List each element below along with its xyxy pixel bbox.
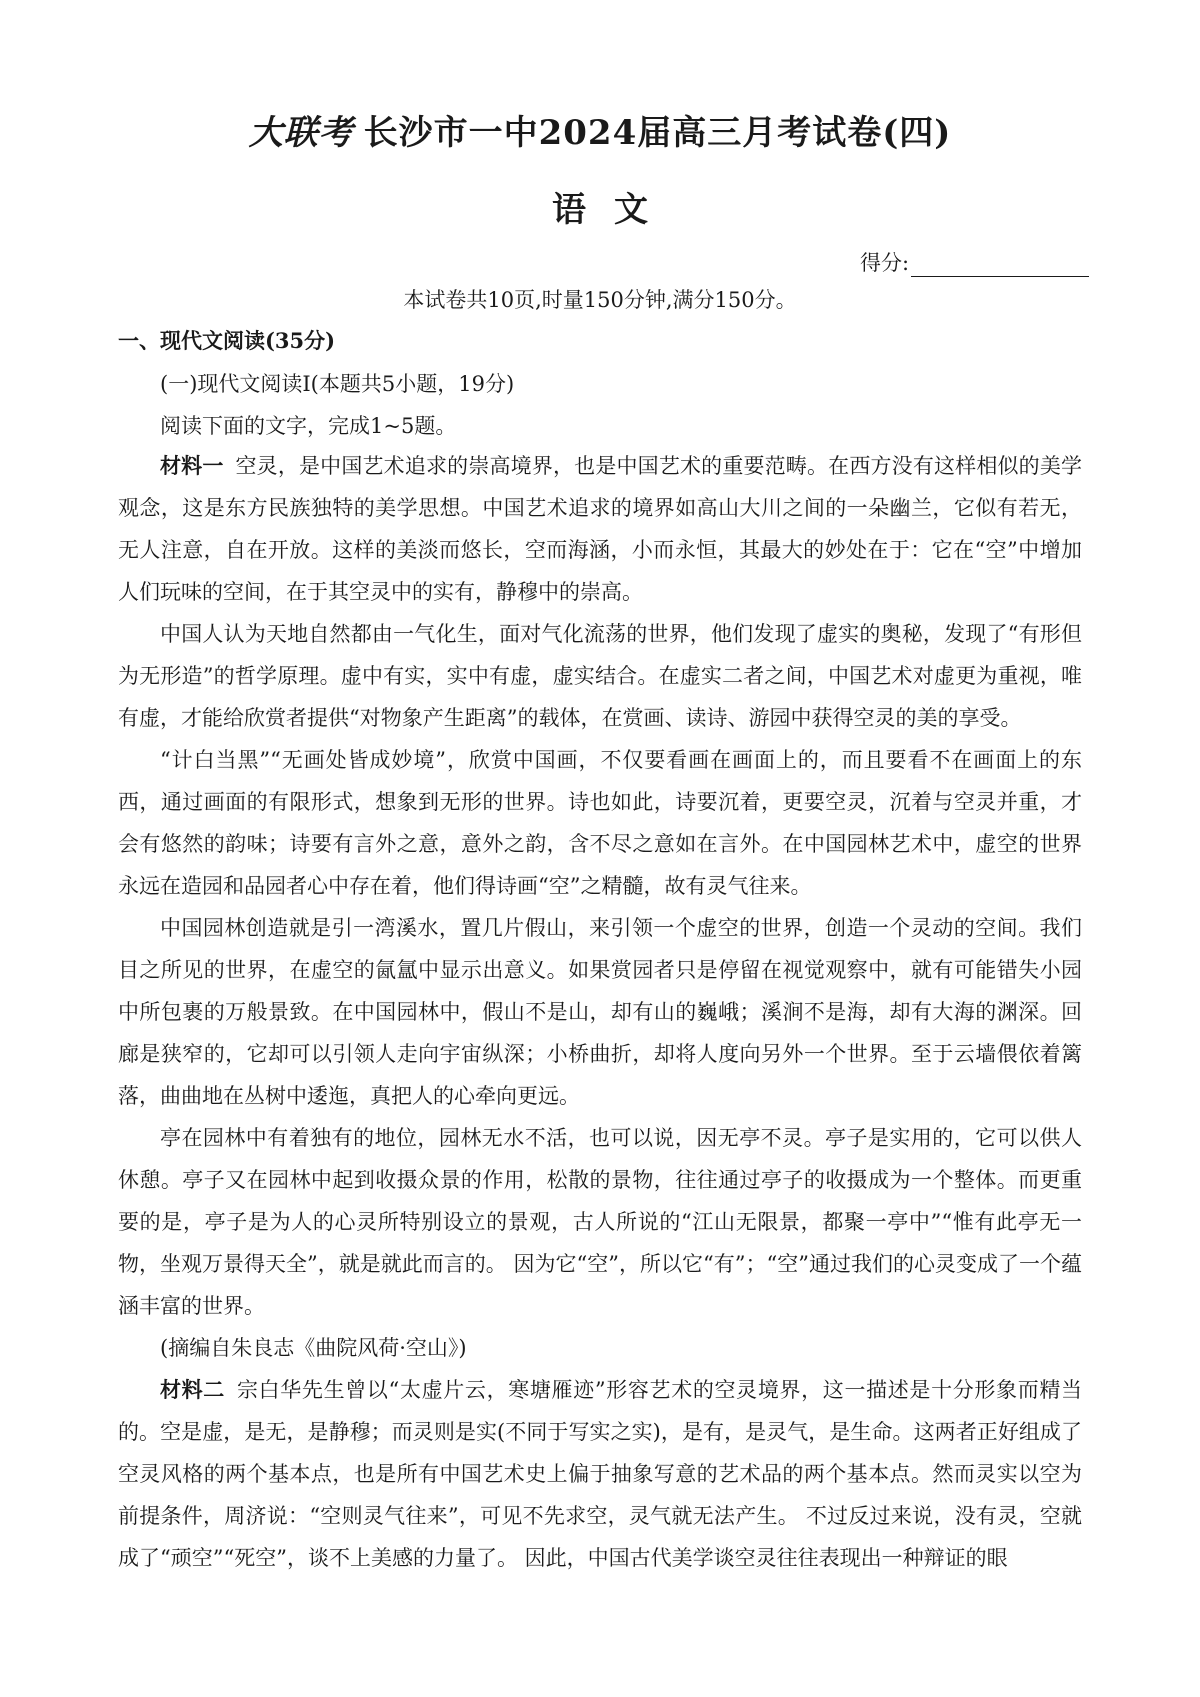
material2-text: 宗白华先生曾以“太虚片云，寒塘雁迹”形容艺术的空灵境界，这一描述是十分形象而精当的。空是虚，是无，是静穆；而灵则是实(不同于写实之实)，是有，是灵气，是生命。这两者正好组成了空灵风格的两个基本点，也是所有中国艺术史上偏于抽象写意的艺术品的两个基本点。然而灵实以空为前提条件，周济说：“空则灵气往来”，可见不先求空，灵气就无法产生。 不过反过来说，没有灵，空就成了“顽空”“死空”，谈不上美感的力量了。 因此，中国古代美学谈空灵往往表现出一种辩证的眼 bbox=[118, 1378, 1083, 1570]
section-heading: 一、现代文阅读(35分) bbox=[118, 328, 336, 353]
exam-title bbox=[0, 105, 1200, 154]
subsection-heading: (一)现代文阅读Ⅰ(本题共5小题，19分) bbox=[160, 372, 515, 396]
score-blank-line[interactable] bbox=[911, 254, 1089, 277]
exam-title-text: 长沙市一中2024届高三月考试卷(四) bbox=[363, 113, 952, 153]
score-field[interactable] bbox=[860, 247, 1089, 277]
exam-info: 本试卷共10页,时量150分钟,满分150分。 bbox=[403, 288, 797, 312]
score-label: 得分: bbox=[860, 251, 910, 275]
material2-paragraph bbox=[118, 1369, 1082, 1579]
material2-label: 材料二 bbox=[160, 1377, 225, 1402]
material1-label: 材料一 bbox=[160, 453, 224, 478]
material1-paragraph: 中国园林创造就是引一湾溪水，置几片假山，来引领一个虚空的世界，创造一个灵动的空间。我们目之所见的世界，在虚空的氤氲中显示出意义。如果赏园者只是停留在视觉观察中，就有可能错失小园中所包裹的万般景致。在中国园林中，假山不是山，却有山的巍峨；溪涧不是海，却有大海的渊深。回廊是狭窄的，它却可以引领人走向宇宙纵深；小桥曲折，却将人度向另外一个世界。至于云墙偎依着篱落，曲曲地在丛树中逶迤，真把人的心牵向更远。 bbox=[118, 916, 1082, 1108]
subject-title: 语文 bbox=[552, 190, 676, 230]
brand-logo: 大联考 bbox=[248, 113, 354, 153]
material1-citation: (摘编自朱良志《曲院风荷·空山》) bbox=[160, 1336, 467, 1360]
material1-paragraph: 中国人认为天地自然都由一气化生，面对气化流荡的世界，他们发现了虚实的奥秘，发现了“有形但为无形造”的哲学原理。虚中有实，实中有虚，虚实结合。在虚实二者之间，中国艺术对虚更为重视，唯有虚，才能给欣赏者提供“对物象产生距离”的载体，在赏画、读诗、游园中获得空灵的美的享受。 bbox=[118, 622, 1082, 730]
reading-passage bbox=[118, 445, 1082, 1579]
material1-paragraph bbox=[118, 445, 1082, 613]
material1-paragraph: 亭在园林中有着独有的地位，园林无水不活，也可以说，因无亭不灵。亭子是实用的，它可以供人休憩。亭子又在园林中起到收摄众景的作用，松散的景物，往往通过亭子的收摄成为一个整体。而更重要的是，亭子是为人的心灵所特别设立的景观，古人所说的“江山无限景，都聚一亭中”“惟有此亭无一物，坐观万景得天全”，就是就此而言的。 因为它“空”，所以它“有”；“空”通过我们的心灵变成了一个蕴涵丰富的世界。 bbox=[118, 1126, 1082, 1318]
reading-instruction: 阅读下面的文字，完成1~5题。 bbox=[160, 414, 457, 438]
material1-text: 空灵，是中国艺术追求的崇高境界，也是中国艺术的重要范畴。在西方没有这样相似的美学观念，这是东方民族独特的美学思想。中国艺术追求的境界如高山大川之间的一朵幽兰，它似有若无，无人注意，自在开放。这样的美淡而悠长，空而海涵，小而永恒，其最大的妙处在于：它在“空”中增加人们玩味的空间，在于其空灵中的实有，静穆中的崇高。 bbox=[118, 454, 1082, 604]
material1-paragraph: “计白当黑”“无画处皆成妙境”，欣赏中国画，不仅要看画在画面上的，而且要看不在画面上的东西，通过画面的有限形式，想象到无形的世界。诗也如此，诗要沉着，更要空灵，沉着与空灵并重，才会有悠然的韵味；诗要有言外之意，意外之韵，含不尽之意如在言外。在中国园林艺术中，虚空的世界永远在造园和品园者心中存在着，他们得诗画“空”之精髓，故有灵气往来。 bbox=[118, 748, 1082, 898]
